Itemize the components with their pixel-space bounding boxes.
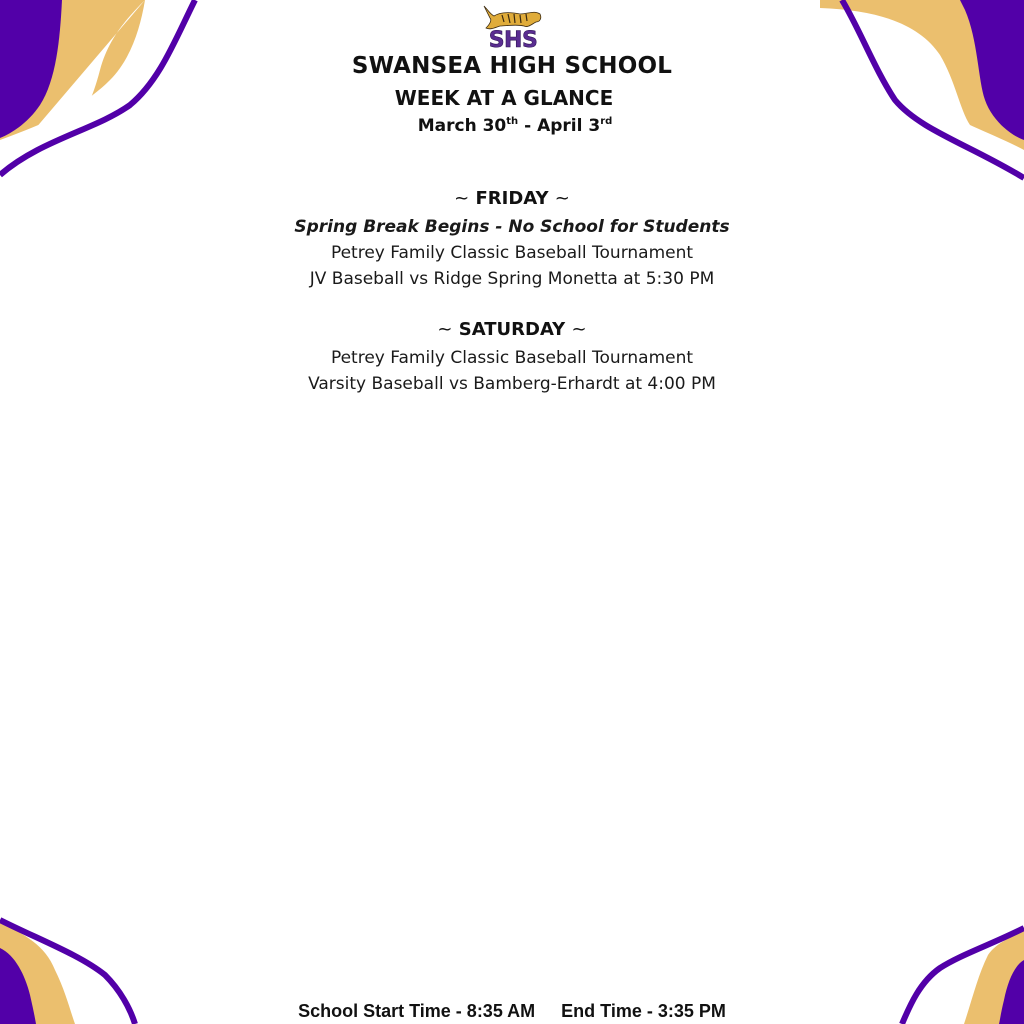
school-logo	[480, 2, 546, 54]
day-section-saturday	[0, 319, 1024, 397]
day-section-friday	[0, 188, 1024, 292]
start-time: School Start Time - 8:35 AM	[298, 1001, 536, 1021]
event-line: Varsity Baseball vs Bamberg-Erhardt at 4:00 PM	[308, 374, 716, 394]
logo-text: SHS	[488, 28, 538, 53]
page-title: SWANSEA HIGH SCHOOL	[351, 53, 673, 79]
date-range	[6, 116, 1024, 136]
day-heading-label: SATURDAY	[458, 319, 566, 340]
end-time: End Time - 3:35 PM	[561, 1001, 726, 1021]
school-hours-footer	[0, 1001, 1024, 1022]
tilde-left: ~	[437, 319, 453, 340]
day-heading	[0, 319, 1024, 345]
event-line: JV Baseball vs Ridge Spring Monetta at 5:30 PM	[309, 269, 715, 289]
date-end-suffix: rd	[600, 116, 613, 127]
tilde-right: ~	[571, 319, 587, 340]
tilde-right: ~	[554, 188, 570, 209]
day-heading-label: FRIDAY	[475, 188, 549, 209]
date-start: March 30	[417, 116, 507, 136]
date-start-suffix: th	[506, 116, 519, 127]
tilde-left: ~	[454, 188, 470, 209]
date-end: April 3	[537, 116, 601, 136]
event-line: Petrey Family Classic Baseball Tournament	[330, 243, 694, 263]
date-separator: -	[518, 116, 538, 136]
event-line: Spring Break Begins - No School for Students	[294, 217, 730, 237]
page-subtitle: WEEK AT A GLANCE	[394, 86, 614, 110]
day-heading	[0, 188, 1024, 214]
event-line: Petrey Family Classic Baseball Tournament	[330, 348, 694, 368]
